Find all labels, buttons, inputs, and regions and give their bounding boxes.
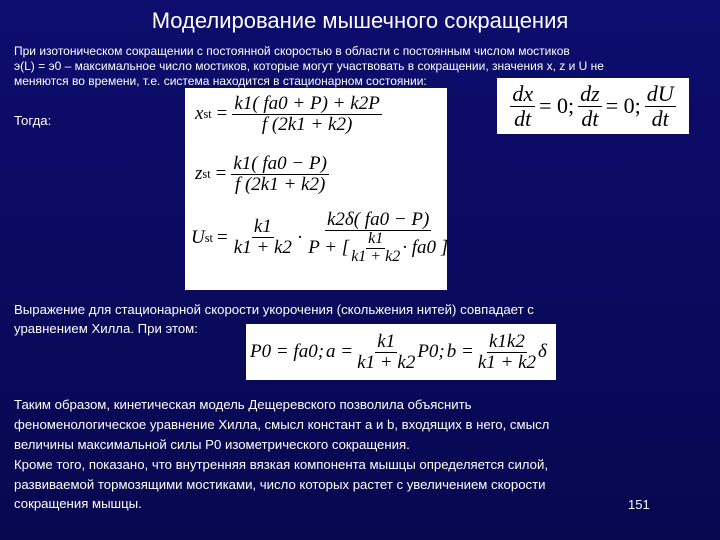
- a-tail: P0;: [417, 341, 445, 362]
- u-st-den-head: P + [: [308, 237, 350, 259]
- a-numerator: k1: [377, 330, 396, 352]
- x-st-numerator: k1( fa0 + P) + k2P: [234, 93, 380, 114]
- u-st-k-num: k1: [253, 216, 272, 238]
- conclusion-line-1: Таким образом, кинетическая модель Дещеревского позволила объяснить: [14, 397, 472, 412]
- frac-dx: dx: [512, 81, 534, 107]
- p0-expression: P0 = fa0;: [250, 341, 325, 362]
- b-numerator: k1k2: [488, 330, 525, 352]
- u-st-lhs: U: [191, 226, 205, 248]
- frac-dt-2: dt: [581, 105, 599, 131]
- intro-line-2: э(L) = э0 – максимальное число мостиков, которые могут участвовать в сокращении, значения x, z и U не: [14, 59, 604, 73]
- conclusion-line-5: развиваемой тормозящими мостиками, число которых растет с увеличением скорости: [14, 477, 546, 492]
- frac-dt-3: dt: [651, 105, 669, 131]
- zero-2: = 0;: [605, 93, 641, 118]
- conclusion-line-4: Кроме того, показано, что внутренняя вязкая компонента мышцы определяется силой,: [14, 457, 549, 472]
- conclusion-line-6: сокращения мышцы.: [14, 496, 142, 511]
- x-st-equation: x st = $\frac{k1( fa0 + P) + k2P}{f (2k1 + k2)}$: [195, 93, 380, 135]
- u-st-inner-num: k1: [368, 229, 384, 247]
- frac-dz: dz: [580, 81, 600, 107]
- u-st-big-denominator: [306, 231, 450, 266]
- z-st-numerator: k1( fa0 − P): [233, 153, 327, 174]
- frac-dU: dU: [646, 81, 674, 107]
- slide-title: Моделирование мышечного сокращения: [151, 8, 569, 33]
- z-st-equation: z st = $\frac{k1( fa0 - P)}{f (2k1 + k2)}$: [195, 153, 327, 195]
- conclusion-line-2: феноменологическое уравнение Хилла, смысл констант a и b, входящих в него, смысл: [14, 417, 550, 432]
- u-st-k-den: k1 + k2: [233, 237, 292, 259]
- u-st-inner-den: k1 + k2: [351, 247, 401, 265]
- then-label: Тогда:: [14, 113, 52, 128]
- u-st-big-numerator: k2δ( fa0 − P): [326, 209, 430, 230]
- steady-state-formulas: [185, 88, 447, 290]
- b-denominator: k1 + k2: [477, 351, 537, 373]
- hill-parameters-formula: [246, 324, 556, 380]
- x-st-lhs: x: [195, 103, 204, 125]
- frac-dt-1: dt: [514, 105, 532, 131]
- conclusion-line-3: величины максимальной силы P0 изометрического сокращения.: [14, 437, 410, 452]
- stationary-formula: [497, 78, 689, 134]
- b-lhs: b =: [446, 341, 474, 362]
- u-st-equation: U st = $\frac{k1}{k1 + k2}$ · k2δ( fa0 − P) P + [ $\frac{k1}{k1 + k2}$ · fa0 ]: [191, 209, 449, 265]
- intro-line-3: меняются во времени, т.е. система находится в стационарном состоянии:: [14, 74, 427, 88]
- page-number: 151: [628, 497, 650, 512]
- hill-line-1: Выражение для стационарной скорости укорочения (скольжения нитей) совпадает с: [14, 302, 534, 317]
- a-lhs: a =: [326, 341, 354, 362]
- hill-line-2: уравнением Хилла. При этом:: [14, 321, 198, 336]
- z-st-lhs: z: [195, 163, 203, 185]
- zero-1: = 0;: [539, 93, 575, 118]
- z-st-denominator: f (2k1 + k2): [234, 173, 326, 195]
- x-st-denominator: f (2k1 + k2): [261, 113, 353, 135]
- a-denominator: k1 + k2: [357, 351, 416, 373]
- u-st-den-tail: · fa0 ]: [402, 237, 449, 259]
- intro-line-1: При изотоническом сокращении с постоянной скоростью в области с постоянным числом мостиков: [14, 44, 570, 58]
- b-tail: δ: [538, 341, 547, 362]
